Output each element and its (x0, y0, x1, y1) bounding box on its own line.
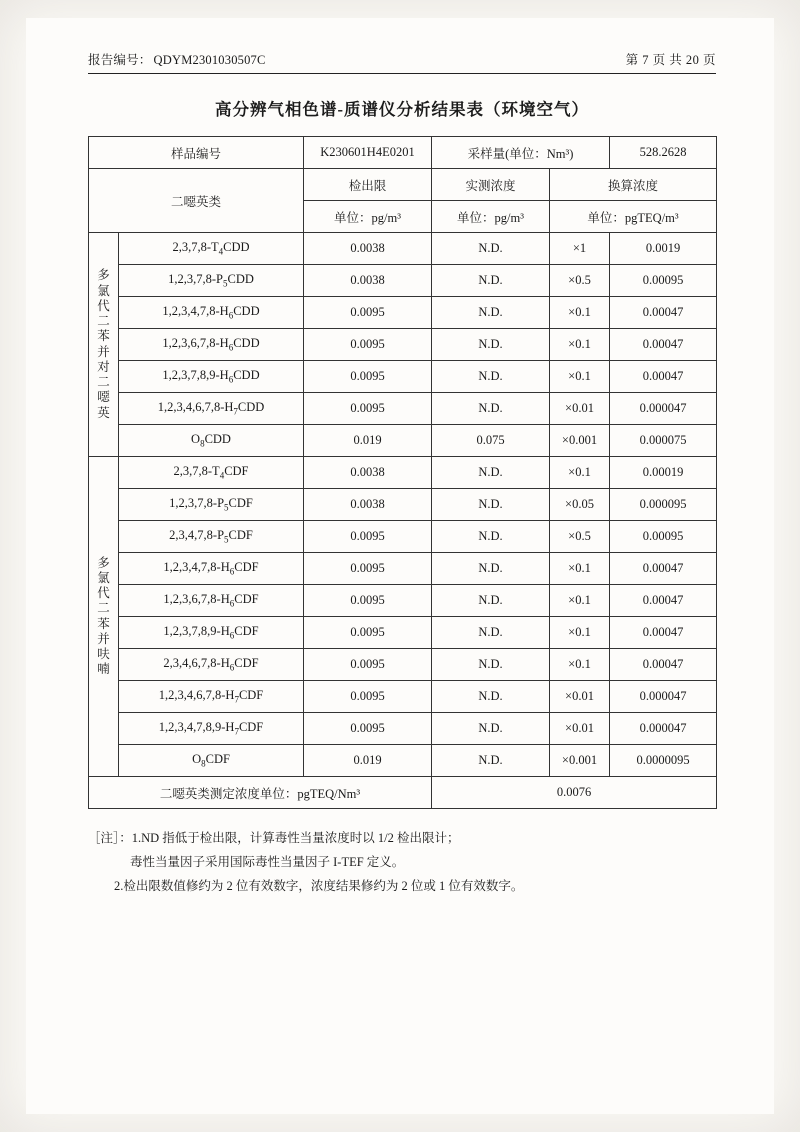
detect-limit: 0.019 (304, 425, 432, 457)
report-number (88, 50, 266, 68)
unit-converted-conc: 单位：pgTEQ/m³ (550, 201, 717, 233)
detect-limit: 0.0038 (304, 233, 432, 265)
converted-value: 0.0000095 (610, 745, 717, 777)
col-measured-conc: 实测浓度 (432, 169, 550, 201)
detect-limit: 0.0095 (304, 617, 432, 649)
compound-name: $1,2,3,7,8-P_5CDF$ (119, 489, 304, 521)
measured-value: 0.075 (432, 425, 550, 457)
measured-value: N.D. (432, 713, 550, 745)
footnote-line-3: 2.检出限数值修约为 2 位有效数字，浓度结果修约为 2 位或 1 位有效数字。 (114, 878, 524, 893)
measured-value: N.D. (432, 361, 550, 393)
detect-limit: 0.0038 (304, 489, 432, 521)
converted-value: 0.00019 (610, 457, 717, 489)
compound-name: $O_8CDD$ (119, 425, 304, 457)
converted-value: 0.00047 (610, 649, 717, 681)
converted-value: 0.00095 (610, 265, 717, 297)
measured-value: N.D. (432, 745, 550, 777)
table-row (89, 329, 717, 361)
converted-value: 0.00095 (610, 521, 717, 553)
table-row (89, 745, 717, 777)
compound-name: $2,3,4,6,7,8-H_6CDF$ (119, 649, 304, 681)
compound-name: $2,3,7,8-T_4CDD$ (119, 233, 304, 265)
tef-factor: ×0.1 (550, 329, 610, 361)
tef-factor: ×0.5 (550, 265, 610, 297)
compound-name: $1,2,3,4,6,7,8-H_7CDD$ (119, 393, 304, 425)
sample-id-label: 样品编号 (89, 137, 304, 169)
document-content (88, 50, 716, 898)
table-row-total (89, 777, 717, 809)
detect-limit: 0.0095 (304, 649, 432, 681)
table-row (89, 265, 717, 297)
table-row (89, 297, 717, 329)
table-row (89, 425, 717, 457)
tef-factor: ×0.01 (550, 393, 610, 425)
table-row (89, 457, 717, 489)
converted-value: 0.00047 (610, 553, 717, 585)
tef-factor: ×0.01 (550, 681, 610, 713)
detect-limit: 0.0038 (304, 265, 432, 297)
tef-factor: ×0.1 (550, 617, 610, 649)
converted-value: 0.000095 (610, 489, 717, 521)
converted-value: 0.000047 (610, 393, 717, 425)
compound-name: $1,2,3,4,7,8,9-H_7CDF$ (119, 713, 304, 745)
tef-factor: ×0.1 (550, 457, 610, 489)
compound-name: $2,3,4,7,8-P_5CDF$ (119, 521, 304, 553)
compound-name: $1,2,3,7,8-P_5CDD$ (119, 265, 304, 297)
converted-value: 0.000047 (610, 681, 717, 713)
table-row (89, 393, 717, 425)
measured-value: N.D. (432, 233, 550, 265)
footnote-line-1: ［注］：1.ND 指低于检出限，计算毒性当量浓度时以 1/2 检出限计； (88, 831, 460, 845)
total-value: 0.0076 (432, 777, 717, 809)
converted-value: 0.000047 (610, 713, 717, 745)
compound-name: $1,2,3,4,7,8-H_6CDD$ (119, 297, 304, 329)
tef-factor: ×0.001 (550, 745, 610, 777)
measured-value: N.D. (432, 585, 550, 617)
converted-value: 0.00047 (610, 329, 717, 361)
compound-name: $2,3,7,8-T_4CDF$ (119, 457, 304, 489)
compound-name: $1,2,3,4,6,7,8-H_7CDF$ (119, 681, 304, 713)
tef-factor: ×0.5 (550, 521, 610, 553)
converted-value: 0.0019 (610, 233, 717, 265)
measured-value: N.D. (432, 553, 550, 585)
category-pcdf: 多 氯 代 二 苯 并 呋 喃 (89, 457, 119, 777)
table-row (89, 489, 717, 521)
tef-factor: ×0.05 (550, 489, 610, 521)
measured-value: N.D. (432, 617, 550, 649)
compound-name: $1,2,3,4,7,8-H_6CDF$ (119, 553, 304, 585)
measured-value: N.D. (432, 393, 550, 425)
tef-factor: ×0.001 (550, 425, 610, 457)
tef-factor: ×1 (550, 233, 610, 265)
table-row (89, 361, 717, 393)
col-converted-conc: 换算浓度 (550, 169, 717, 201)
tef-factor: ×0.1 (550, 297, 610, 329)
detect-limit: 0.019 (304, 745, 432, 777)
category-pcdd: 多 氯 代 二 苯 并 对 二 噁 英 (89, 233, 119, 457)
page-header (88, 50, 716, 74)
measured-value: N.D. (432, 649, 550, 681)
tef-factor: ×0.1 (550, 649, 610, 681)
footnote-line-2: 毒性当量因子采用国际毒性当量因子 I-TEF 定义。 (130, 854, 405, 869)
detect-limit: 0.0095 (304, 297, 432, 329)
converted-value: 0.00047 (610, 297, 717, 329)
sampling-volume-value: 528.2628 (610, 137, 717, 169)
converted-value: 0.00047 (610, 617, 717, 649)
compound-name: $1,2,3,6,7,8-H_6CDD$ (119, 329, 304, 361)
table-row (89, 713, 717, 745)
tef-factor: ×0.1 (550, 585, 610, 617)
measured-value: N.D. (432, 521, 550, 553)
converted-value: 0.00047 (610, 361, 717, 393)
measured-value: N.D. (432, 681, 550, 713)
converted-value: 0.00047 (610, 585, 717, 617)
sampling-volume-label: 采样量(单位：Nm³) (432, 137, 610, 169)
sample-id-value: K230601H4E0201 (304, 137, 432, 169)
col-detect-limit: 检出限 (304, 169, 432, 201)
table-row (89, 521, 717, 553)
tef-factor: ×0.1 (550, 361, 610, 393)
compound-name: $1,2,3,7,8,9-H_6CDF$ (119, 617, 304, 649)
detect-limit: 0.0095 (304, 393, 432, 425)
table-row (89, 585, 717, 617)
total-label: 二噁英类测定浓度单位：pgTEQ/Nm³ (89, 777, 432, 809)
measured-value: N.D. (432, 457, 550, 489)
report-number-value: QDYM2301030507C (153, 53, 266, 67)
detect-limit: 0.0095 (304, 329, 432, 361)
tef-factor: ×0.01 (550, 713, 610, 745)
footnotes (88, 827, 716, 898)
detect-limit: 0.0095 (304, 553, 432, 585)
table-row (89, 233, 717, 265)
table-row (89, 681, 717, 713)
report-number-label: 报告编号： (88, 53, 152, 67)
compound-name: $O_8CDF$ (119, 745, 304, 777)
detect-limit: 0.0095 (304, 361, 432, 393)
group-label: 二噁英类 (89, 169, 304, 233)
page-indicator: 第 7 页 共 20 页 (625, 53, 716, 67)
analysis-result-table (88, 136, 717, 809)
page-title: 高分辨气相色谱-质谱仪分析结果表（环境空气） (215, 100, 589, 119)
measured-value: N.D. (432, 297, 550, 329)
detect-limit: 0.0095 (304, 713, 432, 745)
table-row (89, 617, 717, 649)
table-row-header-1 (89, 169, 717, 201)
unit-measured-conc: 单位：pg/m³ (432, 201, 550, 233)
detect-limit: 0.0038 (304, 457, 432, 489)
tef-factor: ×0.1 (550, 553, 610, 585)
compound-name: $1,2,3,7,8,9-H_6CDD$ (119, 361, 304, 393)
converted-value: 0.000075 (610, 425, 717, 457)
compound-name: $1,2,3,6,7,8-H_6CDF$ (119, 585, 304, 617)
measured-value: N.D. (432, 489, 550, 521)
table-row-sample (89, 137, 717, 169)
unit-detect-limit: 单位：pg/m³ (304, 201, 432, 233)
measured-value: N.D. (432, 329, 550, 361)
detect-limit: 0.0095 (304, 521, 432, 553)
detect-limit: 0.0095 (304, 585, 432, 617)
measured-value: N.D. (432, 265, 550, 297)
detect-limit: 0.0095 (304, 681, 432, 713)
table-row (89, 553, 717, 585)
table-row (89, 649, 717, 681)
